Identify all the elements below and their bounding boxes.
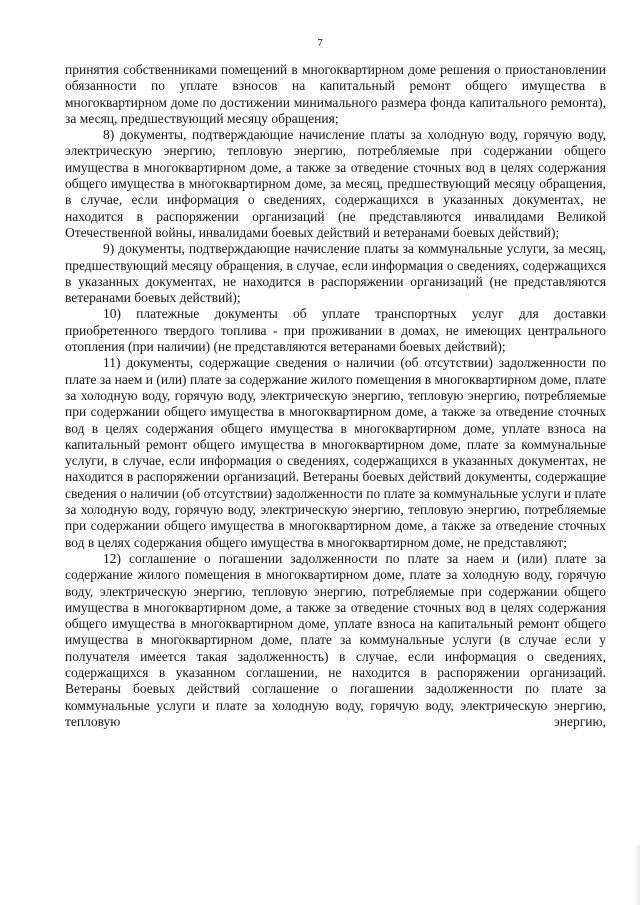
paragraph-item-9: 9) документы, подтверждающие начисление платы за коммунальные услуги, за месяц, предшествующий месяцу обращения, в случае, если информация о сведениях, содержащихся в указанных документах, не находится в распоряжении организаций (не представляются ветеранами боевых действий); <box>65 241 606 306</box>
paragraph-continuation: принятия собственниками помещений в многоквартирном доме решения о приостановлении обязанности по уплате взносов на капитальный ремонт общего имущества в многоквартирном доме по достижении минимального размера фонда капитального ремонта), за месяц, предшествующий месяцу обращения; <box>65 62 606 126</box>
page-number: 7 <box>317 37 323 49</box>
paragraph-item-11: 11) документы, содержащие сведения о наличии (об отсутствии) задолженности по плате за наем и (или) плате за содержание жилого помещения в многоквартирном доме, плате за холодную воду, горячую воду, электрическую энергию, тепловую энергию, потребляемые при содержании общего имущества в многоквартирном доме, а также за отведение сточных вод в целях содержания общего имущества в многоквартирном доме, уплате взноса на капитальный ремонт общего имущества в многоквартирном доме, плате за коммунальные услуги, в случае, если информация о сведениях, содержащихся в указанных документах, не находится в распоряжении организаций. Ветераны боевых действий документы, содержащие сведения о наличии (об отсутствии) задолженности по плате за коммунальные услуги и плате за холодную воду, горячую воду, электрическую энергию, тепловую энергию, потребляемые при содержании общего имущества в многоквартирном доме, а также за отведение сточных вод в целях содержания общего имущества в многоквартирном доме, не представляют; <box>65 355 606 550</box>
paragraph-item-10: 10) платежные документы об уплате транспортных услуг для доставки приобретенного твердого топлива - при проживании в домах, не имеющих центрального отопления (при наличии) (не представляются ветеранами боевых действий); <box>65 306 606 355</box>
document-body <box>65 62 606 730</box>
paragraph-item-8: 8) документы, подтверждающие начисление платы за холодную воду, горячую воду, электрическую энергию, тепловую энергию, потребляемые при содержании общего имущества в многоквартирном доме, а также за отведение сточных вод в целях содержания общего имущества в многоквартирном доме, за месяц, предшествующий месяцу обращения, в случае, если информация о сведениях, содержащихся в указанных документах, не находится в распоряжении организаций (не представляются инвалидами Великой Отечественной войны, инвалидами боевых действий и ветеранами боевых действий); <box>65 127 606 240</box>
scan-edge-shadow <box>634 845 640 905</box>
paragraph-item-12: 12) соглашение о погашении задолженности по плате за наем и (или) плате за содержание жилого помещения в многоквартирном доме, плате за холодную воду, горячую воду, электрическую энергию, тепловую энергию, потребляемые при содержании общего имущества в многоквартирном доме, а также за отведение сточных вод в целях содержания общего имущества в многоквартирном доме, уплате взноса на капитальный ремонт общего имущества в многоквартирном доме, плате за коммунальные услуги (в случае если у получателя имеется такая задолженность) в случае, если информация о сведениях, содержащихся в указанном соглашении, не находится в распоряжении организаций. Ветераны боевых действий соглашение о погашении задолженности по плате за коммунальные услуги и плате за холодную воду, горячую воду, электрическую энергию, тепловую энергию, <box>65 550 606 729</box>
